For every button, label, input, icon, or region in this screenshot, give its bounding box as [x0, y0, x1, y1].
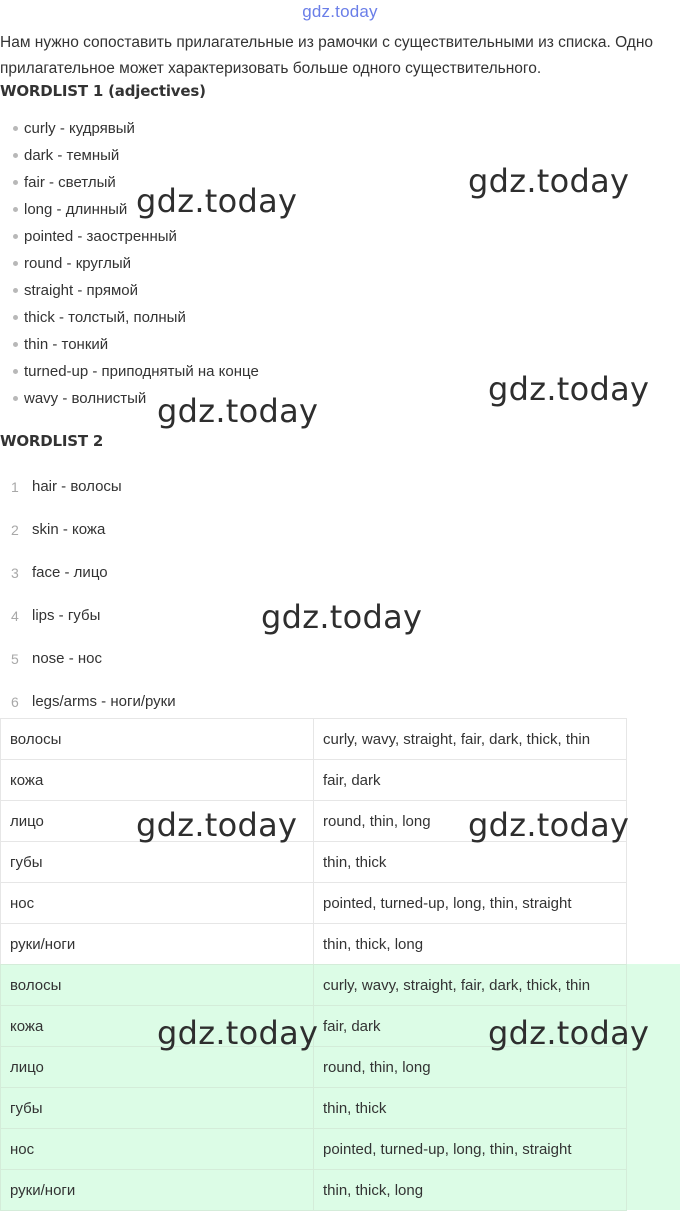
list-item-text: round - круглый: [24, 255, 131, 272]
table-cell: губы: [1, 842, 314, 883]
list-item-text: long - длинный: [24, 201, 128, 218]
list-item: [0, 250, 259, 277]
site-logo: gdz.today: [302, 2, 378, 21]
table-cell: thin, thick, long: [314, 1170, 627, 1211]
wordlist2-heading: WORDLIST 2: [0, 432, 104, 450]
table-cell: pointed, turned-up, long, thin, straight: [314, 1129, 627, 1170]
table-cell: губы: [1, 1088, 314, 1129]
table-cell: лицо: [1, 801, 314, 842]
table-cell: лицо: [1, 1047, 314, 1088]
item-number: 3: [11, 564, 19, 581]
list-item: [0, 304, 259, 331]
watermark: gdz.today: [261, 598, 423, 636]
list-item: [0, 508, 176, 551]
list-item: [0, 277, 259, 304]
list-item-text: curly - кудрявый: [24, 120, 135, 137]
table-cell: fair, dark: [314, 1006, 627, 1047]
bullet-icon: [13, 180, 18, 185]
bullet-icon: [13, 153, 18, 158]
table-cell: round, thin, long: [314, 1047, 627, 1088]
item-number: 6: [11, 693, 19, 710]
table-cell: нос: [1, 1129, 314, 1170]
table-row: [1, 842, 627, 883]
list-item-text: turned-up - приподнятый на конце: [24, 363, 259, 380]
list-item-text: fair - светлый: [24, 174, 116, 191]
wordlist1-heading: WORDLIST 1 (adjectives): [0, 82, 206, 100]
list-item-text: dark - темный: [24, 147, 120, 164]
answer-table-highlighted: [0, 964, 627, 1211]
table-cell: thin, thick: [314, 842, 627, 883]
bullet-icon: [13, 234, 18, 239]
table-row: [1, 1170, 627, 1211]
list-item-text: face - лицо: [32, 564, 108, 581]
list-item-text: hair - волосы: [32, 478, 122, 495]
list-item-text: thick - толстый, полный: [24, 309, 186, 326]
table-row: [1, 760, 627, 801]
table-cell: кожа: [1, 1006, 314, 1047]
bullet-icon: [13, 261, 18, 266]
list-item: [0, 465, 176, 508]
list-item: [0, 223, 259, 250]
list-item: [0, 594, 176, 637]
item-number: 5: [11, 650, 19, 667]
table-cell: thin, thick: [314, 1088, 627, 1129]
table-row: [1, 1088, 627, 1129]
bullet-icon: [13, 369, 18, 374]
watermark: gdz.today: [136, 182, 298, 220]
list-item: [0, 142, 259, 169]
intro-text: Нам нужно сопоставить прилагательные из рамочки с существительными из списка. Одно прилагательное может характеризовать больше одного существительного.: [0, 34, 654, 77]
table-row: [1, 719, 627, 760]
table-cell: curly, wavy, straight, fair, dark, thick, thin: [314, 965, 627, 1006]
list-item-text: lips - губы: [32, 607, 101, 624]
list-item-text: straight - прямой: [24, 282, 138, 299]
list-item: [0, 115, 259, 142]
bullet-icon: [13, 396, 18, 401]
item-number: 2: [11, 521, 19, 538]
table-cell: руки/ноги: [1, 924, 314, 965]
watermark: gdz.today: [136, 806, 298, 844]
watermark: gdz.today: [157, 392, 319, 430]
bullet-icon: [13, 288, 18, 293]
watermark: gdz.today: [488, 1014, 650, 1052]
bullet-icon: [13, 342, 18, 347]
bullet-icon: [13, 315, 18, 320]
bullet-icon: [13, 126, 18, 131]
bullet-icon: [13, 207, 18, 212]
table-cell: pointed, turned-up, long, thin, straight: [314, 883, 627, 924]
watermark: gdz.today: [468, 806, 630, 844]
table-cell: curly, wavy, straight, fair, dark, thick, thin: [314, 719, 627, 760]
list-item: [0, 551, 176, 594]
watermark: gdz.today: [488, 370, 650, 408]
wordlist2-list: [0, 465, 176, 723]
list-item: [0, 680, 176, 723]
table-row: [1, 883, 627, 924]
list-item: [0, 331, 259, 358]
list-item-text: thin - тонкий: [24, 336, 109, 353]
list-item-text: nose - нос: [32, 650, 102, 667]
table-cell: руки/ноги: [1, 1170, 314, 1211]
list-item: [0, 358, 259, 385]
wordlist1-list: [0, 115, 259, 412]
list-item-text: wavy - волнистый: [24, 390, 147, 407]
table-cell: round, thin, long: [314, 801, 627, 842]
item-number: 4: [11, 607, 19, 624]
table-cell: волосы: [1, 719, 314, 760]
watermark: gdz.today: [468, 162, 630, 200]
watermark: gdz.today: [157, 1014, 319, 1052]
table-cell: thin, thick, long: [314, 924, 627, 965]
table-row: [1, 965, 627, 1006]
table-cell: fair, dark: [314, 760, 627, 801]
list-item: [0, 637, 176, 680]
list-item-text: legs/arms - ноги/руки: [32, 693, 176, 710]
list-item-text: pointed - заостренный: [24, 228, 177, 245]
table-cell: нос: [1, 883, 314, 924]
table-row: [1, 1129, 627, 1170]
table-cell: кожа: [1, 760, 314, 801]
item-number: 1: [11, 478, 19, 495]
table-row: [1, 1047, 627, 1088]
table-row: [1, 924, 627, 965]
table-cell: волосы: [1, 965, 314, 1006]
list-item-text: skin - кожа: [32, 521, 106, 538]
